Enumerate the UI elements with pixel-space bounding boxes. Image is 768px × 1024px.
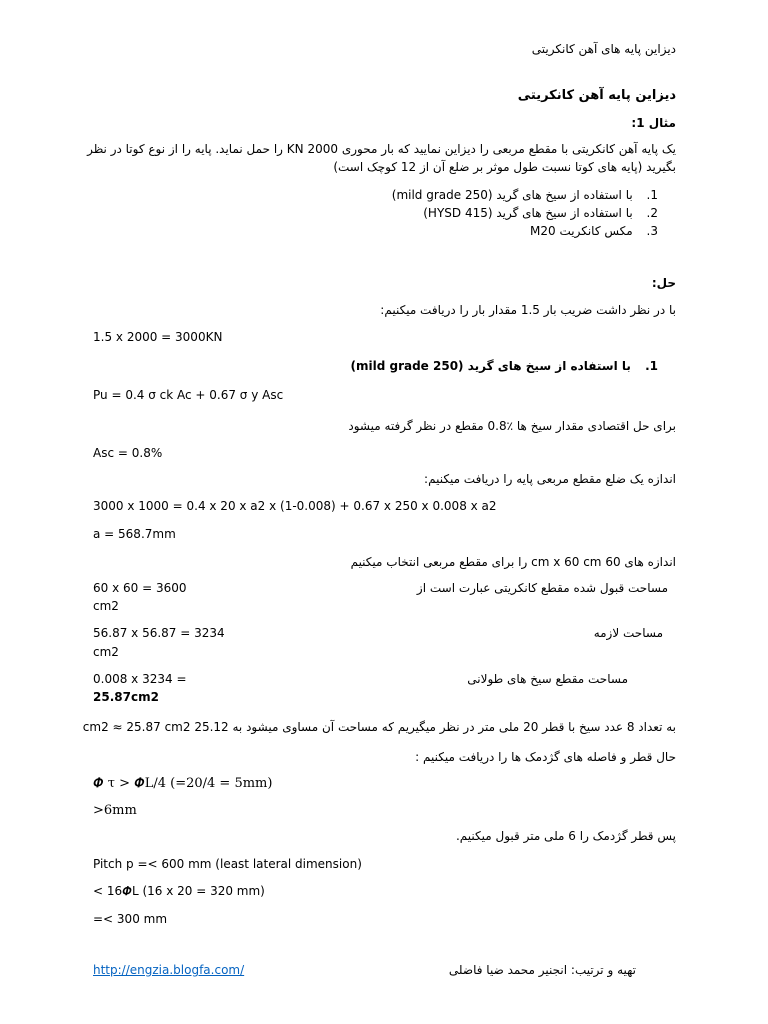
eq-pu: Pu = 0.4 σ ck Ac + 0.67 σ y Asc [93,388,284,402]
list-item-text: با استفاده از سیخ های گرید (HYSD 415) [423,206,633,220]
example-label: مثال 1: [631,116,676,130]
select-text: اندازه های 60 cm x 60 cm را برای مقطع مربعی انتخاب میکنیم [350,555,676,569]
ties-text: حال قطر و فاصله های گژدمک ها را دریافت میکنیم : [415,750,676,764]
list-item-number: 1. [646,188,658,202]
problem-line-2: بگیرید (پایه های کوتا نسبت طول موثر بر ضلع آن از 12 کوچک است) [333,160,676,174]
footer-link[interactable]: http://engzia.blogfa.com/ [93,963,245,977]
problem-list [392,186,658,240]
subheading-number: 1. [645,359,658,373]
accepted-area-label: مساحت قبول شده مقطع کانکریتی عبارت است از [416,581,668,595]
list-item [392,186,658,204]
eq-main: 3000 x 1000 = 0.4 x 20 x a2 x (1-0.008) + 0.67 x 250 x 0.008 x a2 [93,499,497,513]
list-item [392,222,658,240]
footer-prepared-by: تهیه و ترتیب: انجنیر محمد ضیا فاضلی [448,963,636,977]
economic-text: برای حل اقتصادی مقدار سیخ ها ٪0.8 مقطع در نظر گرفته میشود [348,419,676,433]
list-item [392,204,658,222]
eq-tie-1: 𝜱 τ > 𝜱L/4 (=20/4 = 5mm) [93,776,273,791]
eq-tie-2: >6mm [93,803,137,818]
list-item-number: 3. [646,224,658,238]
long-bar-result: 25.87cm2 [93,690,159,704]
tie-accept-text: پس قطر گژدمک را 6 ملی متر قبول میکنیم. [455,829,676,843]
subheading-text: با استفاده از سیخ های گرید (mild grade 250) [350,359,631,373]
load-factor-text: با در نظر داشت ضریب بار 1.5 مقدار بار را دریافت میکنیم: [380,303,676,317]
required-area-label: مساحت لازمه [593,626,663,640]
side-text: اندازه یک ضلع مقطع مربعی پایه را دریافت میکنیم: [424,472,676,486]
eq-pitch-2: < 16𝜱L (16 x 20 = 320 mm) [93,884,265,898]
eq-pitch-1: Pitch p =< 600 mm (least lateral dimension) [93,857,362,871]
eq-asc: Asc = 0.8% [93,446,163,460]
required-area-eq: 56.87 x 56.87 = 3234 [93,626,225,640]
problem-line-1: یک پایه آهن کانکریتی با مقطع مربعی را دیزاین نمایید که بار محوری 2000 KN را حمل نماید. پایه را از نوع کوتا در نظر [87,142,676,156]
running-header: دیزاین پایه های آهن کانکریتی [531,42,676,56]
long-bar-label: مساحت مقطع سیخ های طولانی [467,672,628,686]
page-title: دیزاین پایه آهن کانکریتی [517,88,676,103]
eq-pitch-3: =< 300 mm [93,912,168,926]
list-item-text: با استفاده از سیخ های گرید (mild grade 250) [391,188,633,202]
list-item-text: مکس کانکریت M20 [530,224,633,238]
accepted-area-unit: cm2 [93,599,119,613]
long-bar-eq: 0.008 x 3234 = [93,672,187,686]
solution-label: حل: [651,276,676,290]
eq-factored-load: 1.5 x 2000 = 3000KN [93,330,223,344]
accepted-area-eq: 60 x 60 = 3600 [93,581,187,595]
required-area-unit: cm2 [93,645,119,659]
list-item-number: 2. [646,206,658,220]
eq-a: a = 568.7mm [93,527,176,541]
bars-text: به تعداد 8 عدد سیخ با قطر 20 ملی متر در نظر میگیریم که مساحت آن مساوی میشود به 25.12 cm2 ≈ 25.87 cm2 [82,720,676,734]
subheading-1 [351,359,659,373]
